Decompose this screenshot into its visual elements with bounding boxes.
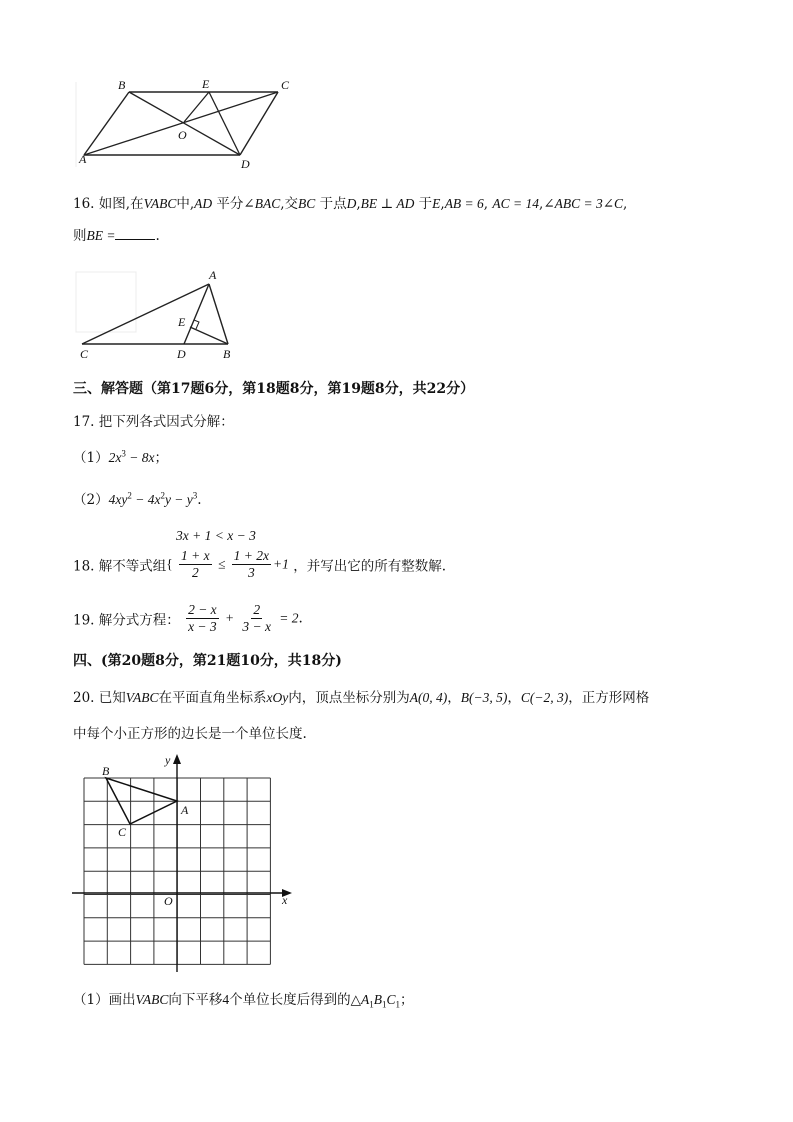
label-A: A (79, 152, 87, 166)
question-20-line1: 20. 已知VABC在平面直角坐标系xOy内，顶点坐标分别为A(0, 4)，B(−3, 5)，C(−2, 3)，正方形网格 (73, 690, 650, 706)
parallelogram-figure (72, 72, 302, 177)
label-E: E (178, 315, 186, 329)
label-E: E (202, 77, 210, 91)
fraction: $\frac{1 + 2x}{3}$ (233, 548, 270, 580)
label-A: A (209, 268, 217, 282)
label-O: O (164, 894, 173, 908)
question-17-title: 17. 把下列各式因式分解： (73, 414, 234, 430)
label-C: C (281, 78, 290, 92)
question-17-part2: $(2)4xy^2 - 4x^2y - y^3$. (73, 490, 202, 508)
label-y: y (165, 753, 171, 767)
fraction: $\frac{2}{3 - x}$ (242, 602, 271, 634)
label-C: C (118, 825, 127, 839)
section-3-heading: 三、解答题（第17题6分，第18题8分，第19题8分，共22分） (73, 381, 475, 397)
label-x: x (282, 893, 288, 907)
label-D: D (241, 157, 250, 171)
label-B: B (223, 347, 231, 361)
section-4-heading: 四、(第20题8分，第21题10分，共18分) (73, 653, 342, 669)
label-B: B (102, 764, 110, 778)
label-O: O (178, 128, 187, 142)
triangle-figure (72, 264, 252, 364)
label-B: B (118, 78, 126, 92)
question-19: 19. 解分式方程： $\frac{2 - x}{x - 3}$ + $\frac{2}{3 - x}$ = 2. (73, 602, 303, 634)
question-16-line1: 16. 如图,在VABC中,AD 平分∠BAC,交BC 于点D,BE ⊥ AD 于E,AB = 6, AC = 14,∠ABC = 3∠C, (73, 196, 628, 212)
question-20-part1: （1）画出VABC向下平移4个单位长度后得到的$\triangle A_1B_1C_1$； (73, 992, 414, 1010)
question-16-line2: 则BE = . (73, 228, 160, 244)
fraction: $\frac{1 + x}{2}$ (181, 548, 210, 580)
question-20-line2: 中每个小正方形的边长是一个单位长度. (73, 726, 307, 742)
question-18-first-inequality: 3x + 1 < x − 3 (176, 528, 256, 543)
label-A: A (181, 803, 189, 817)
question-18: 18. 解不等式组{ $\frac{1 + x}{2}$ ≤ $\frac{1 + 2x}{3}$ +1 ，并写出它的所有整数解. (73, 548, 446, 580)
question-17-part1: $(1)2x^3 - 8x$； (73, 448, 168, 466)
label-D: D (177, 347, 186, 361)
fraction: $\frac{2 - x}{x - 3}$ (188, 602, 217, 634)
answer-blank (115, 227, 155, 240)
label-C: C (80, 347, 89, 361)
coordinate-grid-figure (68, 750, 300, 975)
